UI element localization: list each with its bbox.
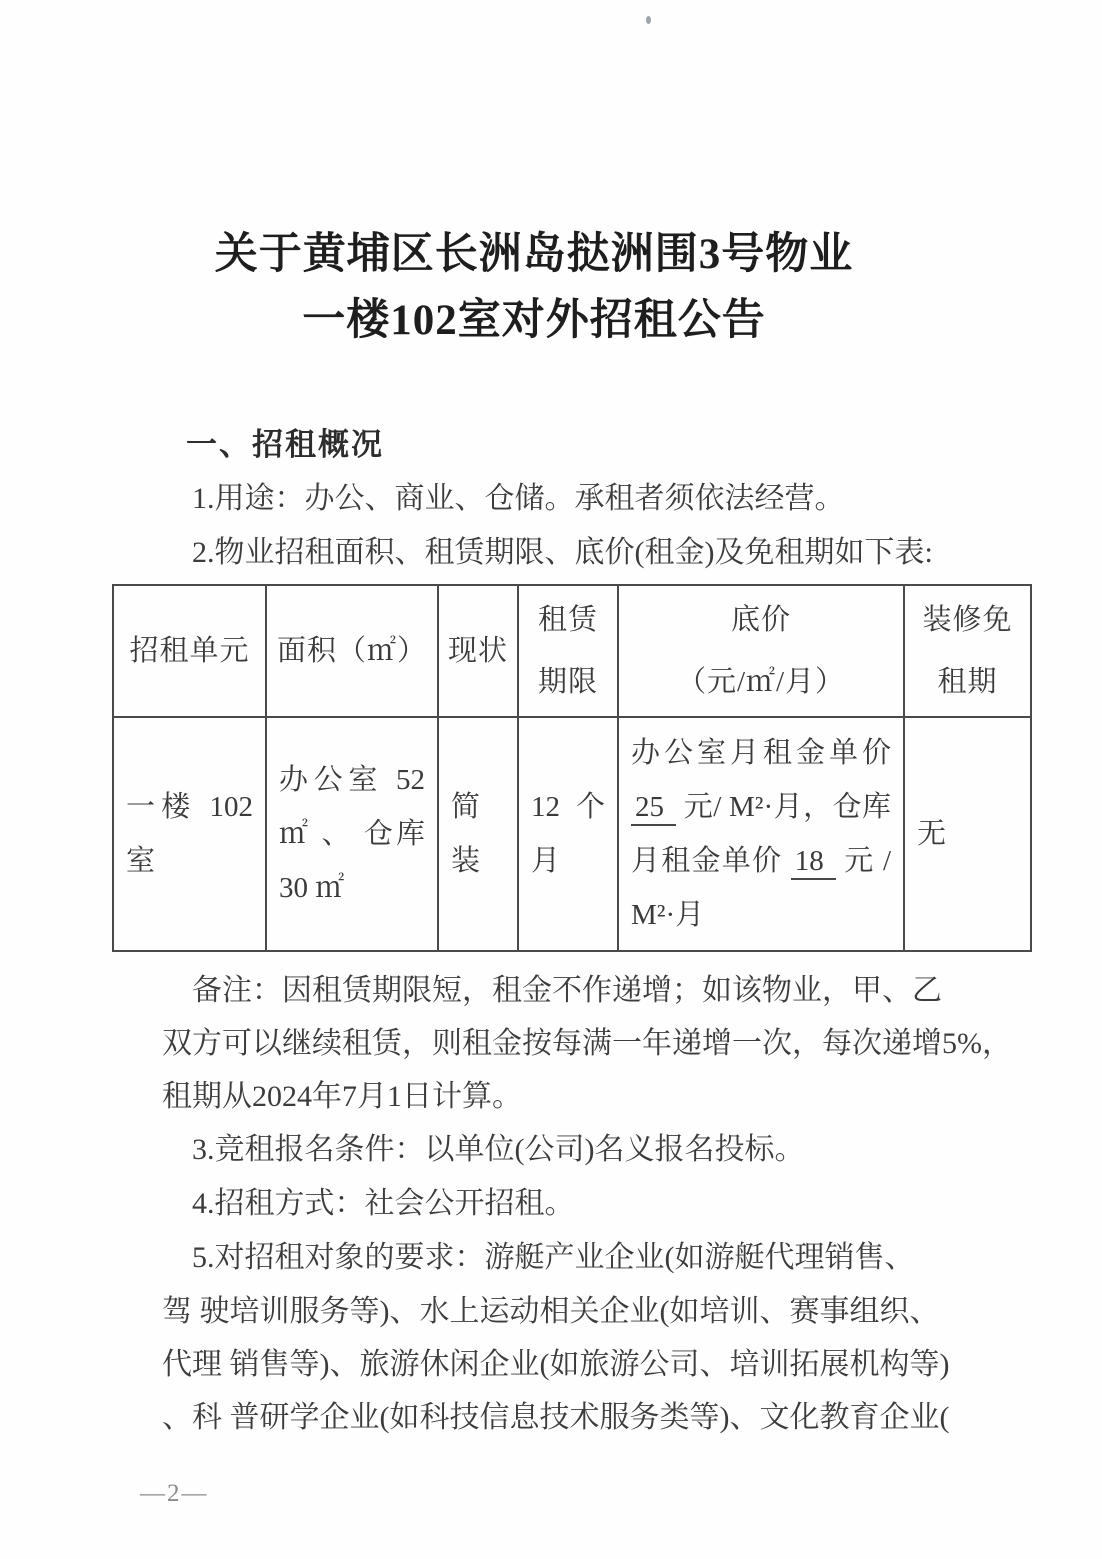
price-office-value: 25 — [631, 791, 676, 826]
table-header-row — [113, 585, 1031, 717]
tenant-req-line-3: 代理 销售等)、旅游休闲企业(如旅游公司、培训拓展机构等) — [162, 1348, 950, 1381]
cell-price — [618, 717, 904, 951]
tenant-req-line-4: 、科 普研学企业(如科技信息技术服务类等)、文化教育企业( — [162, 1401, 950, 1434]
doc-title-line-2: 一楼102室对外招租公告 — [302, 297, 766, 344]
doc-title-line-1: 关于黄埔区长洲岛挞洲围3号物业 — [214, 231, 854, 278]
tenant-req-line-1: 5.对招租对象的要求：游艇产业企业(如游艇代理销售、 — [192, 1241, 915, 1274]
cell-condition: 简装 — [438, 717, 518, 951]
col-header-unit — [113, 585, 266, 717]
table-row — [113, 717, 1031, 951]
cell-rent-free: 无 — [904, 717, 1031, 951]
price-warehouse-value: 18 — [791, 845, 836, 880]
note-paragraph — [0, 964, 1102, 1123]
col-header-term — [518, 585, 618, 717]
col-header-area — [266, 585, 438, 717]
col-header-price-label: 底价 — [730, 604, 791, 636]
col-header-rentfree — [904, 585, 1031, 717]
price-text-2: 元/ M²·月，仓库月租金单价 — [631, 791, 892, 877]
note-line-1: 备注：因租赁期限短，租金不作递增；如该物业，甲、乙 — [192, 974, 942, 1007]
item-usage: 1.用途：办公、商业、仓储。承租者须依法经营。 — [192, 482, 845, 515]
cell-unit: 一楼 102 室 — [113, 717, 266, 951]
col-header-term-label: 租赁期限 — [537, 604, 598, 698]
item-tenant-requirements — [0, 1231, 1102, 1444]
doc-title — [0, 0, 1102, 354]
note-line-3: 租期从2024年7月1日计算。 — [162, 1080, 522, 1113]
col-header-rentfree-label: 装修免租期 — [922, 604, 1013, 698]
col-header-unit-label: 招租单元 — [129, 635, 250, 667]
price-text-3: 元 / M²·月 — [631, 845, 892, 931]
rental-info-table — [112, 584, 1032, 952]
price-text-1: 办公室月租金单价 — [631, 737, 891, 769]
col-header-area-label: 面积（㎡） — [276, 635, 427, 667]
col-header-condition-label: 现状 — [447, 635, 508, 667]
cell-term: 12 个月 — [518, 717, 618, 951]
item-rental-method: 4.招租方式：社会公开招租。 — [192, 1187, 575, 1220]
cell-area: 办公室 52 ㎡ 、 仓库 30 ㎡ — [266, 717, 438, 951]
section-heading: 一、招租概况 — [186, 427, 384, 462]
scan-speck — [646, 16, 651, 24]
note-line-2: 双方可以继续租赁，则租金按每满一年递增一次，每次递增5%， — [162, 1027, 1012, 1060]
item-bid-conditions: 3.竞租报名条件：以单位(公司)名义报名投标。 — [192, 1133, 805, 1166]
tenant-req-line-2: 驾 驶培训服务等)、水上运动相关企业(如培训、赛事组织、 — [162, 1295, 940, 1328]
col-header-price-sub: （元/㎡/月） — [676, 666, 846, 698]
item-table-intro: 2.物业招租面积、租赁期限、底价(租金)及免租期如下表: — [192, 536, 933, 569]
col-header-condition — [438, 585, 518, 717]
page-number: —2— — [140, 1480, 209, 1507]
col-header-price — [618, 585, 904, 717]
